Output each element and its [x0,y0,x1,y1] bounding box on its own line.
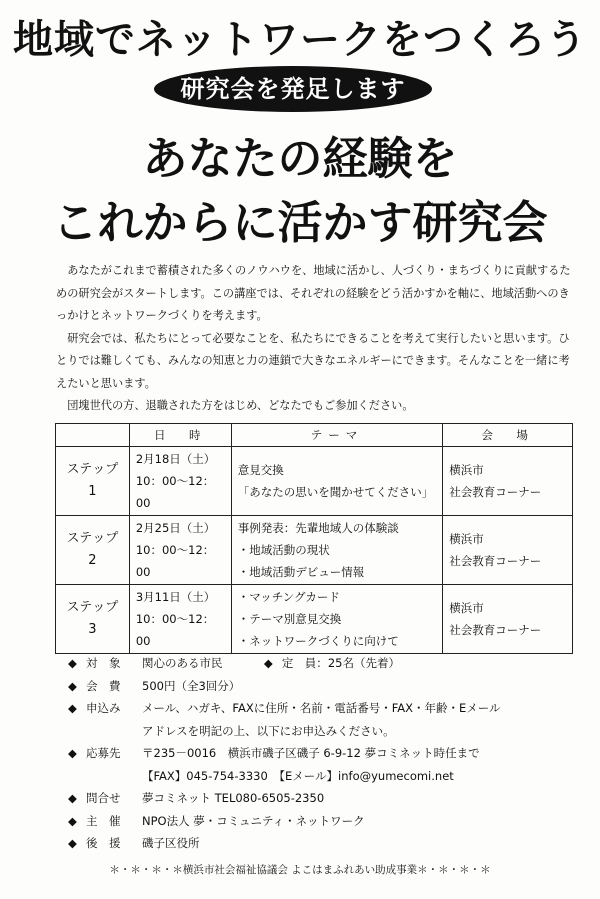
venue-cell [443,447,573,516]
theme-line: ・マッチングカード [237,590,340,604]
step-number: 2 [88,553,97,568]
info-target-row [68,652,588,675]
time-text: 10：00～12：00 [135,474,215,510]
info-apply-row [68,697,588,720]
diamond-bullet-icon: ◆ [68,678,77,693]
intro-paragraph-2: 研究会では、私たちにとって必要なことを、私たちにできることを考えて実行したいと思います。ひとりでは難しくても、みんなの知恵と力の連鎖で大きなエネルギーにできます。そんなことを一緒に考えたいと思います。 [56,331,570,390]
theme-line: 意見交換 [237,463,284,477]
venue-city: 横浜市 [449,463,484,477]
schedule-table [55,423,573,654]
dest-line-2: 【FAX】045-754-3330 【Eメール】info@yumecomi.net [142,768,454,783]
intro-paragraph-1: あなたがこれまで蓄積された多くのノウハウを、地域に活かし、人づくり・まちづくりに貢献するための研究会がスタートします。この講座では、それぞれの経験をどう活かすかを軸に、地域活動へのきっかけとネットワークづくりを考えます。 [56,264,571,322]
main-title-line2: これからに活かす研究会 [52,196,548,249]
support-label: 後 援 [86,836,121,850]
date-text: 2月25日（土） [135,521,216,535]
table-row [56,585,573,654]
theme-line: 「あなたの思いを聞かせてください」 [237,485,434,499]
info-dest-row [68,742,588,765]
schedule-header-row [56,424,573,447]
step-number: 3 [88,622,97,637]
intro-paragraph-3: 団塊世代の方、退職された方をはじめ、どなたでもご参加ください。 [67,399,414,412]
host-label: 主 催 [86,813,121,828]
venue-city: 横浜市 [449,601,484,615]
contact-value: 夢コミネット TEL080-6505-2350 [142,791,325,805]
step-label: ステップ [66,531,119,546]
venue-cell [443,585,573,654]
header-step [56,424,130,447]
header-theme: テーマ [231,424,443,447]
target-label: 対 象 [86,656,121,670]
time-text: 10：00～12：00 [135,612,215,648]
info-fee-row [68,675,588,698]
apply-line-1: メール、ハガキ、FAXに住所・名前・電話番号・FAX・年齢・Eメール [142,701,501,715]
theme-cell [231,585,443,654]
info-contact-row [68,787,588,810]
step-cell [56,447,130,516]
venue-place: 社会教育コーナー [449,554,542,568]
venue-cell [443,516,573,585]
support-value: 磯子区役所 [142,836,200,850]
diamond-bullet-icon: ◆ [68,656,77,670]
diamond-bullet-icon: ◆ [68,746,77,760]
venue-city: 横浜市 [449,532,484,546]
footer-sponsor: ＊・＊・＊・＊横浜市社会福祉協議会 よこはまふれあい助成事業＊・＊・＊・＊ [109,864,491,876]
theme-cell [231,516,443,585]
apply-label: 申込み [86,701,121,715]
info-host-row [68,810,588,833]
header-date: 日 時 [129,424,231,447]
dest-label: 応募先 [86,746,121,760]
info-support-row [68,832,588,855]
headline-top: 地域でネットワークをつくろう [13,17,587,63]
main-title-line1: あなたの経験を [142,132,458,185]
diamond-bullet-icon: ◆ [68,813,77,828]
announcement-pill: 研究会を発足します [154,66,432,112]
date-cell [129,585,231,654]
table-row [56,447,573,516]
capacity-value: 25名（先着） [327,656,400,670]
event-info [68,652,588,855]
theme-line: ・地域活動デビュー情報 [237,565,365,579]
venue-place: 社会教育コーナー [449,485,542,499]
time-text: 10：00～12：00 [135,543,215,579]
theme-line: ・テーマ別意見交換 [237,612,342,626]
date-cell [129,516,231,585]
venue-place: 社会教育コーナー [449,623,542,637]
date-text: 2月18日（土） [135,452,216,466]
host-value: NPO法人 夢・コミュニティ・ネットワーク [142,813,365,828]
fee-value: 500円（全3回分） [142,678,241,693]
target-value: 関心のある市民 [142,656,223,670]
diamond-bullet-icon: ◆ [263,656,273,670]
theme-line: 事例発表：先輩地域人の体験談 [237,521,399,535]
theme-cell [231,447,443,516]
diamond-bullet-icon: ◆ [68,701,77,715]
step-number: 1 [88,484,97,499]
diamond-bullet-icon: ◆ [68,791,77,805]
theme-line: ・地域活動の現状 [237,543,330,557]
diamond-bullet-icon: ◆ [68,836,77,850]
date-cell [129,447,231,516]
intro-text [56,260,576,418]
date-text: 3月11日（土） [135,590,216,604]
theme-line: ・ネットワークづくりに向けて [237,634,399,648]
table-row [56,516,573,585]
capacity-label: 定 員： [281,656,328,670]
step-cell [56,585,130,654]
contact-label: 問合せ [86,791,121,805]
step-label: ステップ [66,462,119,477]
step-label: ステップ [66,600,119,615]
dest-line-1: 〒235－0016 横浜市磯子区磯子 6-9-12 夢コミネット時任まで [142,746,480,760]
step-cell [56,516,130,585]
apply-line-2: アドレスを明記の上、以下にお申込みください。 [142,723,395,738]
header-venue: 会 場 [443,424,573,447]
fee-label: 会 費 [86,678,121,693]
